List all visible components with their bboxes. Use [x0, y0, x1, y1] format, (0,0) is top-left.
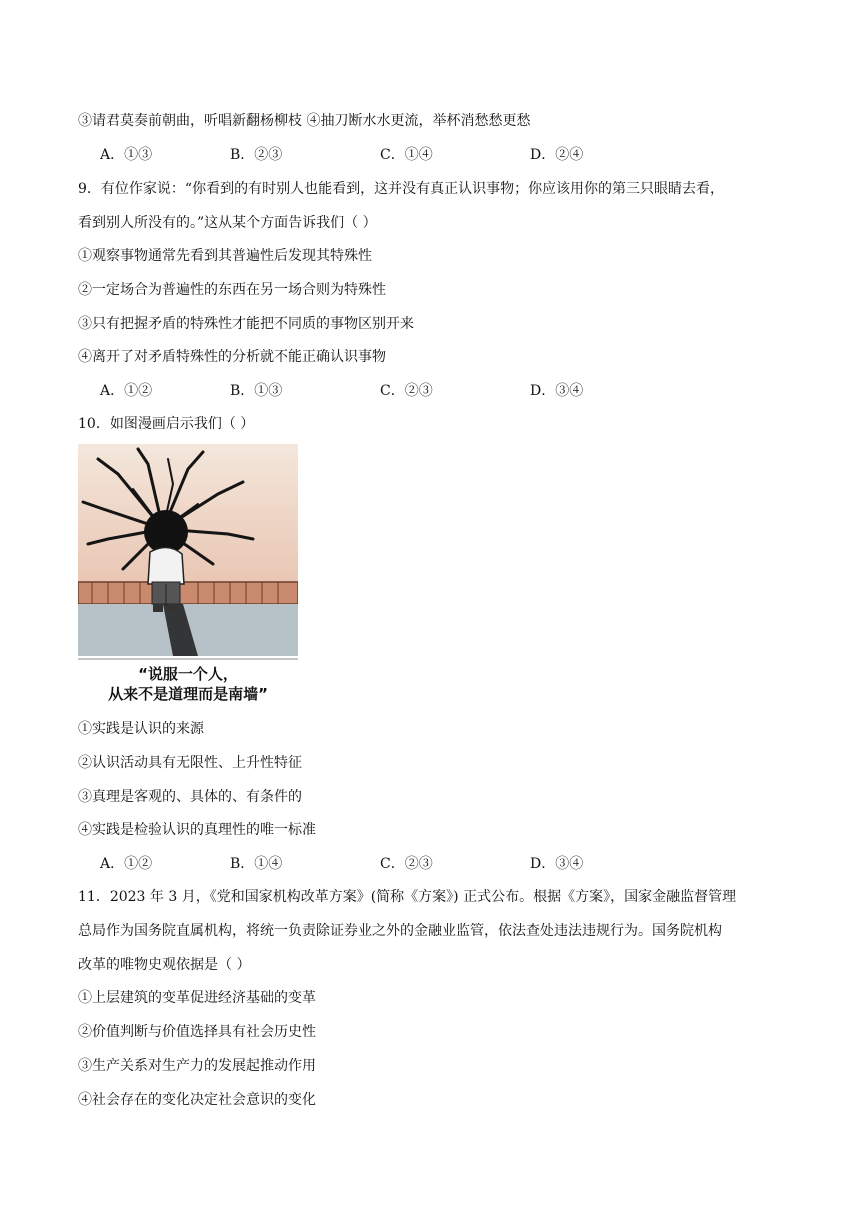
- q9-choice-c[interactable]: C．②③: [380, 383, 433, 399]
- q9-item-1: ①观察事物通常先看到其普遍性后发现其特殊性: [78, 248, 372, 264]
- q11-stem-line2: 总局作为国务院直属机构，将统一负责除证券业之外的金融业监管，依法查处违法违规行为。国务院机构: [78, 923, 722, 939]
- q9-choice-d[interactable]: D．③④: [530, 383, 584, 399]
- cartoon-caption-line1: “说服一个人，: [138, 665, 238, 683]
- q8-choice-b[interactable]: B．②③: [230, 147, 283, 163]
- q11-item-2: ②价值判断与价值选择具有社会历史性: [78, 1024, 316, 1040]
- q11-item-4: ④社会存在的变化决定社会意识的变化: [78, 1092, 316, 1108]
- q11-stem-line3: 改革的唯物史观依据是（ ）: [78, 957, 251, 973]
- q11-stem-line1: 11．2023 年 3 月，《党和国家机构改革方案》(简称《方案》) 正式公布。根据《方案》，国家金融监督管理: [78, 889, 737, 905]
- q9-choices: [78, 381, 778, 401]
- q11-item-1: ①上层建筑的变革促进经济基础的变革: [78, 990, 316, 1006]
- railing: [78, 582, 298, 604]
- q10-item-2: ②认识活动具有无限性、上升性特征: [78, 755, 302, 771]
- q8-choice-c[interactable]: C．①④: [380, 147, 433, 163]
- q8-option-line: ③请君莫奏前朝曲，听唱新翻杨柳枝 ④抽刀断水水更流，举杯消愁愁更愁: [78, 113, 531, 129]
- q9-choice-b[interactable]: B．①③: [230, 383, 283, 399]
- q10-choices: [78, 854, 778, 874]
- q10-choice-c[interactable]: C．②③: [380, 856, 433, 872]
- q8-choice-a[interactable]: A．①③: [100, 147, 153, 163]
- q10-stem: 10．如图漫画启示我们（ ）: [78, 416, 255, 432]
- q8-choices: [78, 145, 778, 165]
- q9-stem-line1: 9．有位作家说：“你看到的有时别人也能看到，这并没有真正认识事物；你应该用你的第三只眼睛去看，: [78, 181, 725, 197]
- q9-item-3: ③只有把握矛盾的特殊性才能把不同质的事物区别开来: [78, 316, 414, 332]
- q10-item-1: ①实践是认识的来源: [78, 721, 204, 737]
- q9-stem-line2: 看到别人所没有的。”这从某个方面告诉我们（ ）: [78, 215, 377, 231]
- q9-choice-a[interactable]: A．①②: [100, 383, 153, 399]
- q10-choice-d[interactable]: D．③④: [530, 856, 584, 872]
- q8-choice-d[interactable]: D．②④: [530, 147, 584, 163]
- q9-item-2: ②一定场合为普遍性的东西在另一场合则为特殊性: [78, 282, 386, 298]
- person-figure: [148, 547, 184, 612]
- q11-item-3: ③生产关系对生产力的发展起推动作用: [78, 1058, 316, 1074]
- cartoon-caption-line2: 从来不是道理而是南墙”: [108, 685, 268, 703]
- q10-choice-b[interactable]: B．①④: [230, 856, 283, 872]
- q10-choice-a[interactable]: A．①②: [100, 856, 153, 872]
- q10-item-4: ④实践是检验认识的真理性的唯一标准: [78, 822, 316, 838]
- q9-item-4: ④离开了对矛盾特殊性的分析就不能正确认识事物: [78, 349, 386, 365]
- q10-item-3: ③真理是客观的、具体的、有条件的: [78, 789, 302, 805]
